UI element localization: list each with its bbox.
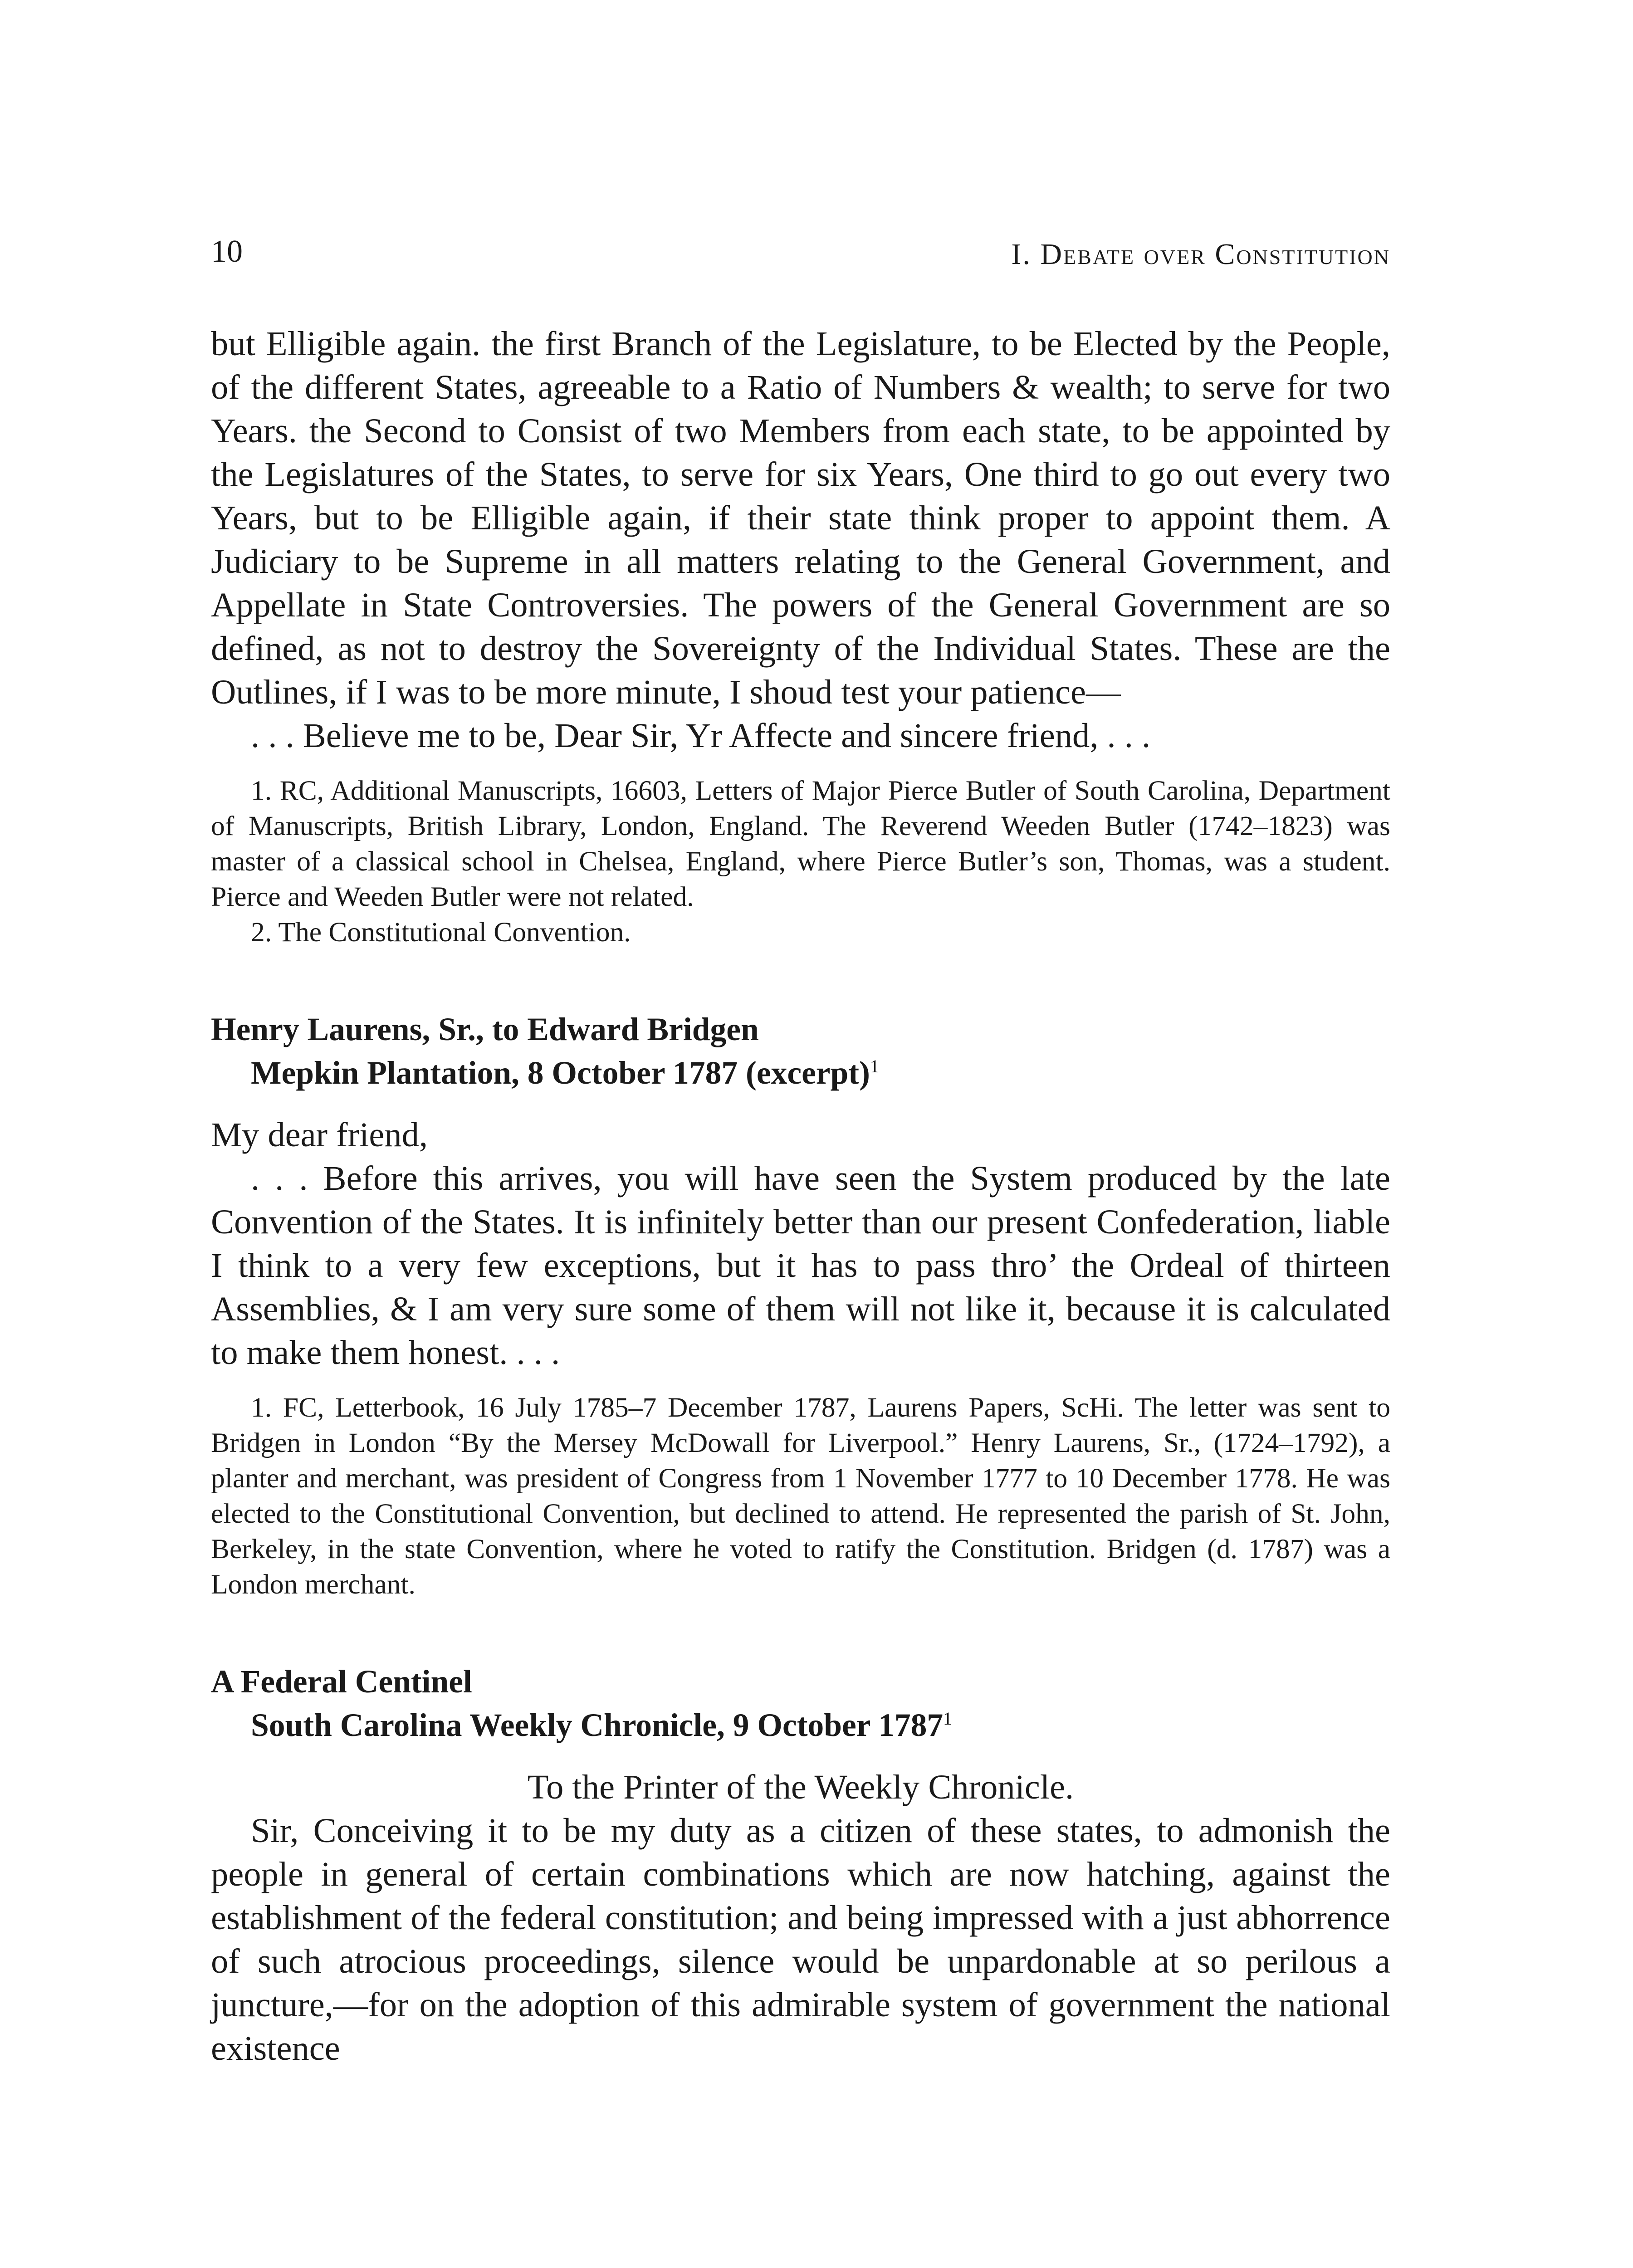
place-date-text: Mepkin Plantation, 8 October 1787 (excerpt): [251, 1055, 870, 1091]
laurens-letter: [211, 1008, 1390, 1602]
book-page: [211, 227, 1390, 2070]
section-title: I. Debate over Constitution: [1011, 238, 1390, 271]
page-number: 10: [211, 234, 243, 269]
document-title: Henry Laurens, Sr., to Edward Bridgen: [211, 1012, 759, 1047]
salutation: My dear friend,: [211, 1115, 428, 1154]
centinel-article: [211, 1660, 1390, 2070]
document-heading: [211, 1008, 1390, 1095]
continued-letter: [211, 322, 1390, 950]
letter-closing: . . . Believe me to be, Dear Sir, Yr Affecte and sincere friend, . . .: [251, 716, 1151, 755]
document-place-date: [211, 1051, 1390, 1095]
footnotes: [211, 773, 1390, 950]
footnote: 1. RC, Additional Manuscripts, 16603, Letters of Major Pierce Butler of South Carolina, Department of Manuscripts, British Library, London, England. The Reverend Weeden Butler (1742–1823) was master of a classical school in Chelsea, England, where Pierce Butler’s son, Thomas, was a student. Pierce and Weeden Butler were not related.: [211, 775, 1390, 912]
footnotes: [211, 1390, 1390, 1602]
place-date-text: South Carolina Weekly Chronicle, 9 October 1787: [251, 1707, 944, 1743]
letter-paragraph: but Elligible again. the first Branch of the Legislature, to be Elected by the People, of the different States, agreeable to a Ratio of Numbers & wealth; to serve for two Years. the Second to Consist of two Members from each state, to be appointed by the Legislatures of the States, to serve for six Years, One third to go out every two Years, but to be Elligible again, if their state think proper to appoint them. A Judiciary to be Supreme in all matters relating to the General Government, and Appellate in State Controversies. The powers of the General Government are so defined, as not to destroy the Sovereignty of the Individual States. These are the Outlines, if I was to be more minute, I shoud test your patience—: [211, 324, 1390, 711]
footnote-mark: 1: [870, 1056, 879, 1077]
letter-paragraph: . . . Before this arrives, you will have seen the System produced by the late Convention of the States. It is infinitely better than our present Confederation, liable I think to a very few exceptions, but it has to pass thro’ the Ordeal of thirteen Assemblies, & I am very sure some of them will not like it, because it is calculated to make them honest. . . .: [211, 1159, 1390, 1372]
article-paragraph: Sir, Conceiving it to be my duty as a citizen of these states, to admonish the people in general of certain combinations which are now hatching, against the establishment of the federal constitution; and being impressed with a just abhorrence of such atrocious proceedings, silence would be unpardonable at so perilous a juncture,—for on the adoption of this admirable system of government the national existence: [211, 1811, 1390, 2068]
document-heading: [211, 1660, 1390, 1747]
address-line: To the Printer of the Weekly Chronicle.: [527, 1768, 1074, 1806]
document-title: A Federal Centinel: [211, 1664, 472, 1700]
running-head: [211, 227, 1390, 277]
footnote: 1. FC, Letterbook, 16 July 1785–7 December 1787, Laurens Papers, ScHi. The letter was sent to Bridgen in London “By the Mersey McDowall for Liverpool.” Henry Laurens, Sr., (1724–1792), a planter and merchant, was president of Congress from 1 November 1777 to 10 December 1778. He was elected to the Constitutional Convention, but declined to attend. He represented the parish of St. John, Berkeley, in the state Convention, where he voted to ratify the Constitution. Bridgen (d. 1787) was a London merchant.: [211, 1392, 1390, 1600]
footnote: 2. The Constitutional Convention.: [251, 917, 631, 948]
document-place-date: [211, 1704, 1390, 1747]
footnote-mark: 1: [943, 1708, 953, 1729]
